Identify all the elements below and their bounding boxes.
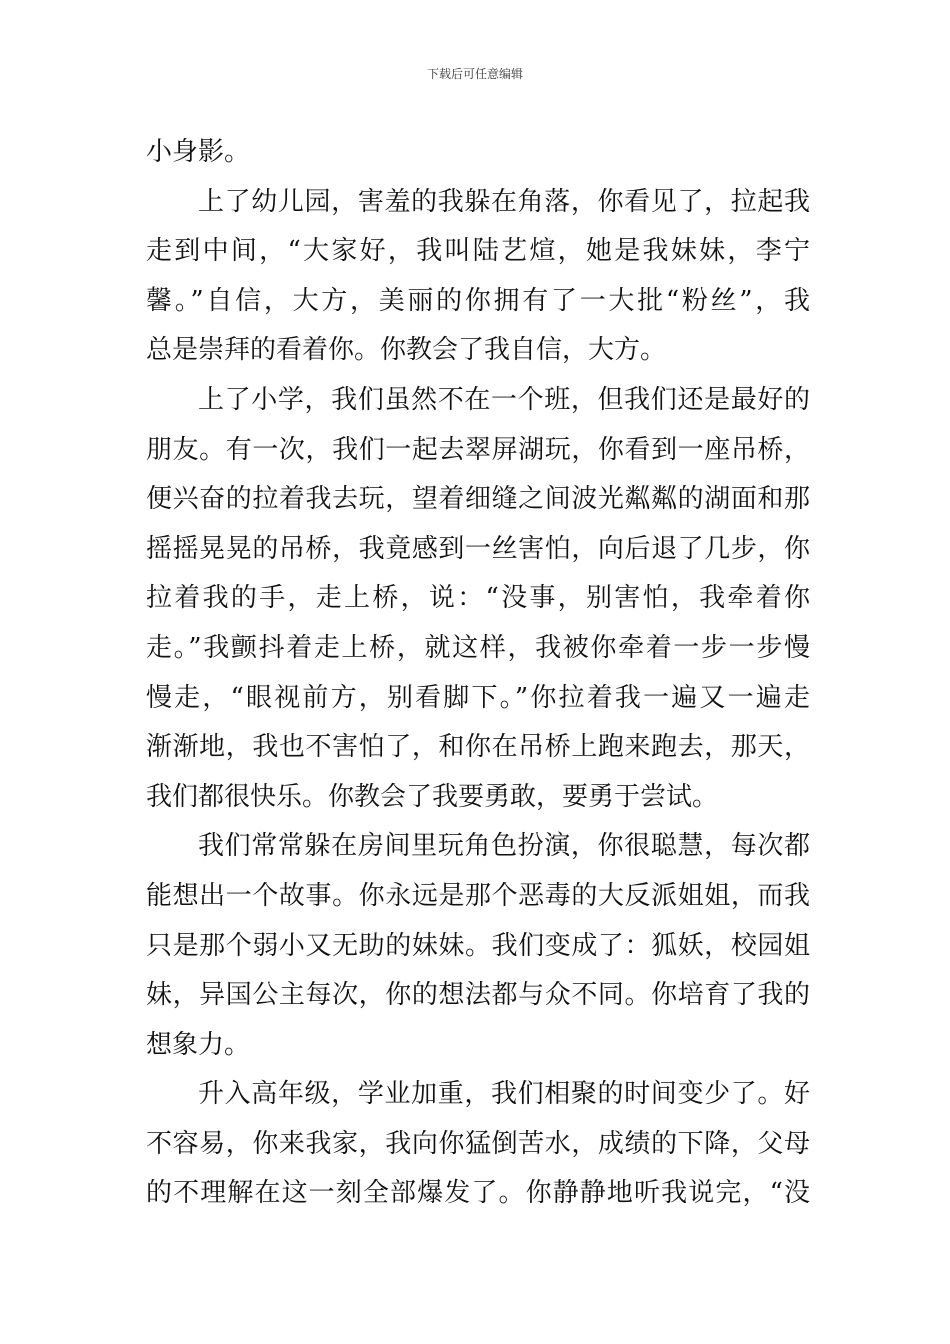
text-line: 只是那个弱小又无助的妹妹。我们变成了：狐妖，校园姐 xyxy=(146,930,810,961)
text-line: 不容易，你来我家，我向你猛倒苦水，成绩的下降，父母 xyxy=(146,1128,810,1159)
text-line: 走。”我颤抖着走上桥，就这样，我被你牵着一步一步慢 xyxy=(146,632,810,663)
text-line: 馨。”自信，大方，美丽的你拥有了一大批“粉丝”，我 xyxy=(146,285,810,316)
document-body xyxy=(146,128,810,1219)
page-header: 下载后可任意编辑 xyxy=(426,67,523,81)
text-line: 慢走，“眼视前方，别看脚下。”你拉着我一遍又一遍走 xyxy=(146,682,810,713)
text-line: 朋友。有一次，我们一起去翠屏湖玩，你看到一座吊桥， xyxy=(146,434,810,465)
text-line: 上了幼儿园，害羞的我躲在角落，你看见了，拉起我 xyxy=(198,186,810,217)
text-line: 渐渐地，我也不害怕了，和你在吊桥上跑来跑去，那天， xyxy=(146,732,810,763)
text-line: 升入高年级，学业加重，我们相聚的时间变少了。好 xyxy=(198,1079,810,1110)
text-line: 我们都很快乐。你教会了我要勇敢，要勇于尝试。 xyxy=(146,781,719,812)
text-line: 我们常常躲在房间里玩角色扮演，你很聪慧，每次都 xyxy=(198,831,810,862)
text-line: 上了小学，我们虽然不在一个班，但我们还是最好的 xyxy=(198,384,810,415)
text-line: 能想出一个故事。你永远是那个恶毒的大反派姐姐，而我 xyxy=(146,880,810,911)
text-line: 妹，异国公主每次，你的想法都与众不同。你培育了我的 xyxy=(146,980,810,1011)
text-line: 便兴奋的拉着我去玩，望着细缝之间波光粼粼的湖面和那 xyxy=(146,484,810,515)
text-line: 拉着我的手，走上桥，说：“没事，别害怕，我牵着你 xyxy=(146,583,810,614)
text-line: 摇摇晃晃的吊桥，我竟感到一丝害怕，向后退了几步，你 xyxy=(146,533,810,564)
text-line: 的不理解在这一刻全部爆发了。你静静地听我说完，“没 xyxy=(146,1178,810,1209)
text-line: 走到中间，“大家好，我叫陆艺煊，她是我妹妹，李宁 xyxy=(146,236,810,267)
text-line: 总是崇拜的看着你。你教会了我自信，大方。 xyxy=(146,335,667,366)
text-line: 想象力。 xyxy=(146,1029,251,1060)
text-line: 小身影。 xyxy=(146,137,251,167)
